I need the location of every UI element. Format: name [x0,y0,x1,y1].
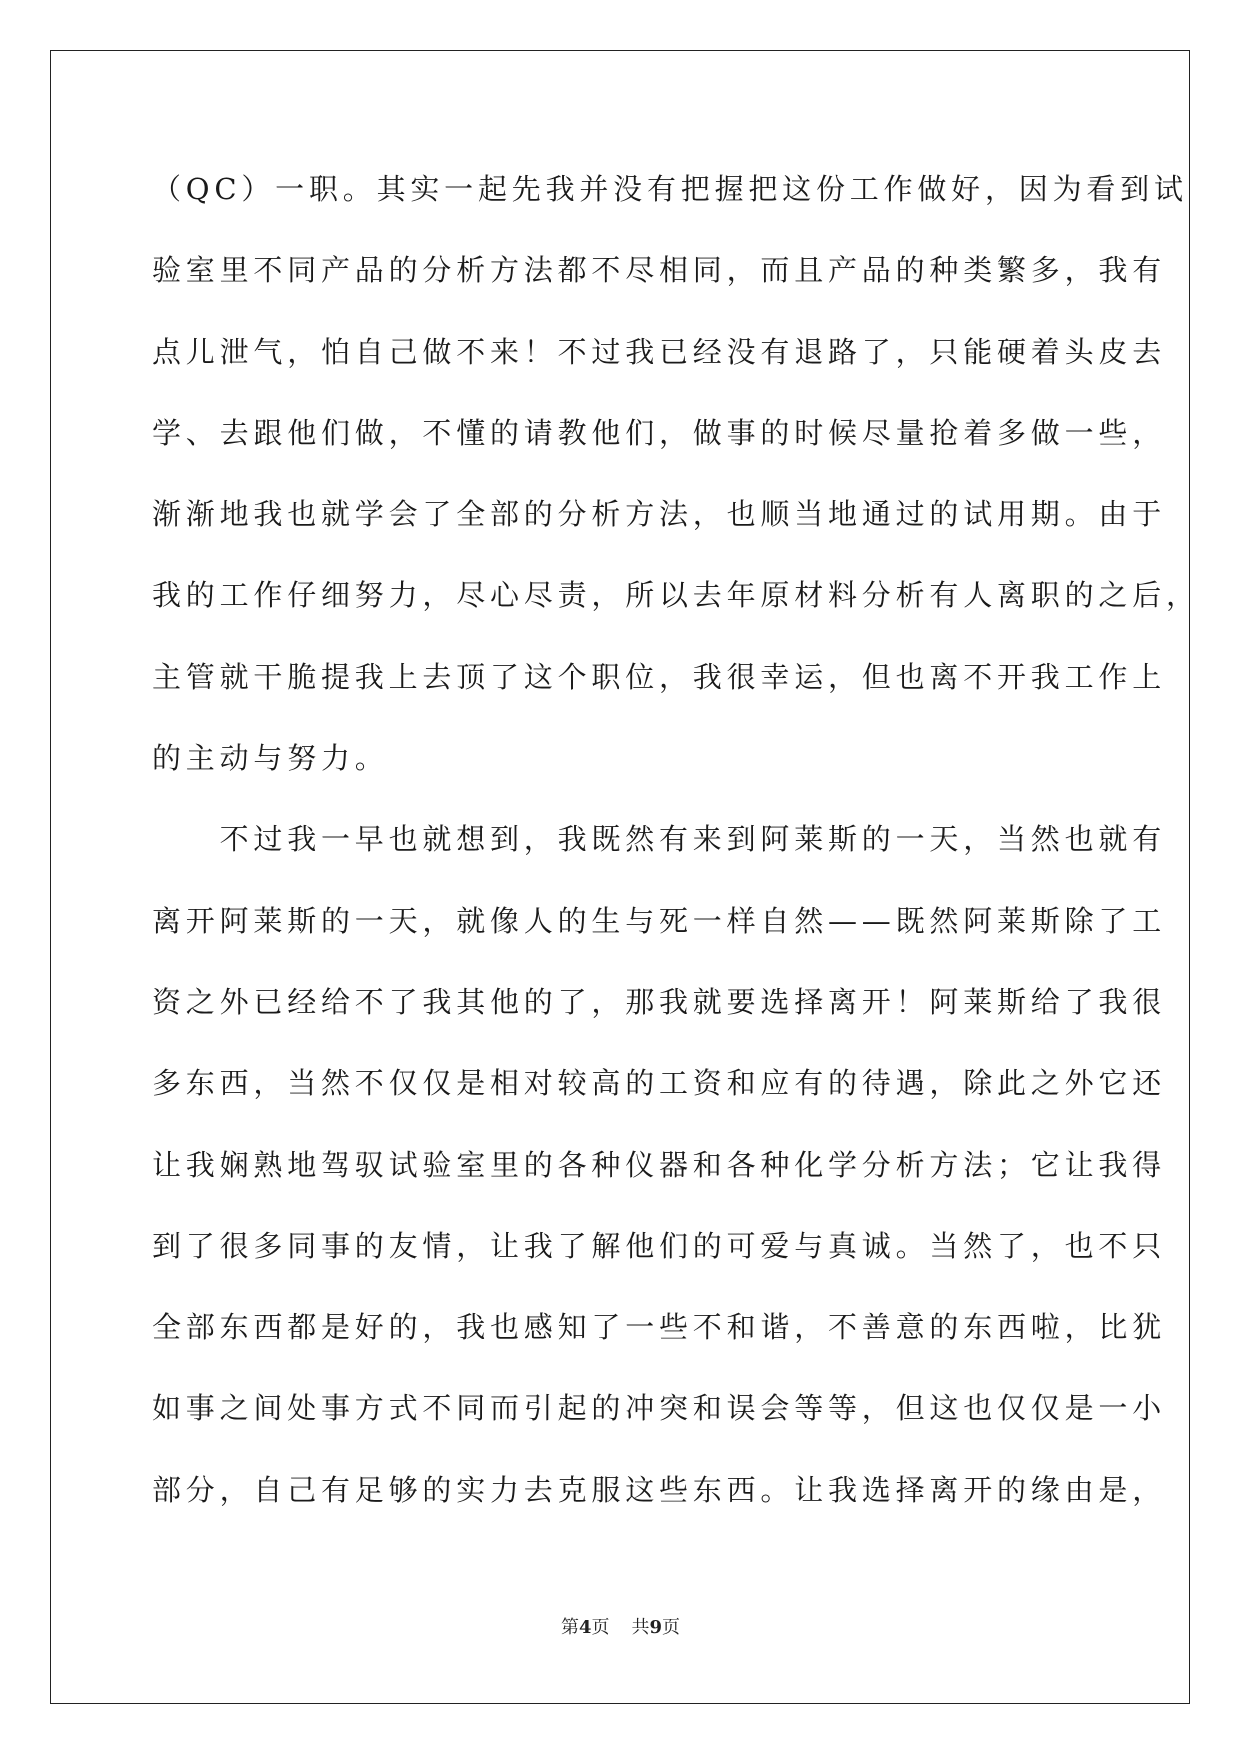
text-line: 如事之间处事方式不同而引起的冲突和误会等等，但这也仅仅是一小 [152,1391,1167,1426]
page-footer [0,1618,1241,1638]
text-line: 全部东西都是好的，我也感知了一些不和谐，不善意的东西啦，比犹 [152,1310,1167,1345]
document-body [152,160,1200,1542]
text-line: 不过我一早也就想到，我既然有来到阿莱斯的一天，当然也就有 [152,822,1167,857]
text-line: 到了很多同事的友情，让我了解他们的可爱与真诚。当然了，也不只 [152,1228,1167,1263]
text-line: 我的工作仔细努力，尽心尽责，所以去年原材料分析有人离职的之后， [152,578,1200,613]
text-line: 验室里不同产品的分析方法都不尽相同，而且产品的种类繁多，我有 [152,253,1167,288]
text-line: 的主动与努力。 [152,741,389,776]
text-line: 让我娴熟地驾驭试验室里的各种仪器和各种化学分析方法；它让我得 [152,1147,1167,1182]
text-line: 资之外已经给不了我其他的了，那我就要选择离开！阿莱斯给了我很 [152,984,1167,1019]
page-total: 9 [649,1617,663,1638]
page-prefix: 第 [560,1617,579,1638]
total-prefix: 共 [631,1617,650,1638]
total-suffix: 页 [662,1617,681,1638]
text-line: 离开阿莱斯的一天，就像人的生与死一样自然——既然阿莱斯除了工 [152,903,1167,938]
text-line: 渐渐地我也就学会了全部的分析方法，也顺当地通过的试用期。由于 [152,497,1167,532]
text-line: 主管就干脆提我上去顶了这个职位，我很幸运，但也离不开我工作上 [152,659,1167,694]
page-current: 4 [578,1617,592,1638]
text-line: 学、去跟他们做，不懂的请教他们，做事的时候尽量抢着多做一些， [152,415,1167,450]
text-line: 多东西，当然不仅仅是相对较高的工资和应有的待遇，除此之外它还 [152,1066,1167,1101]
page-suffix: 页 [591,1617,610,1638]
text-line: 部分，自己有足够的实力去克服这些东西。让我选择离开的缘由是， [152,1472,1167,1507]
text-line: 点儿泄气，怕自己做不来！不过我已经没有退路了，只能硬着头皮去 [152,334,1167,369]
text-line: （QC）一职。其实一起先我并没有把握把这份工作做好，因为看到试 [152,172,1188,206]
